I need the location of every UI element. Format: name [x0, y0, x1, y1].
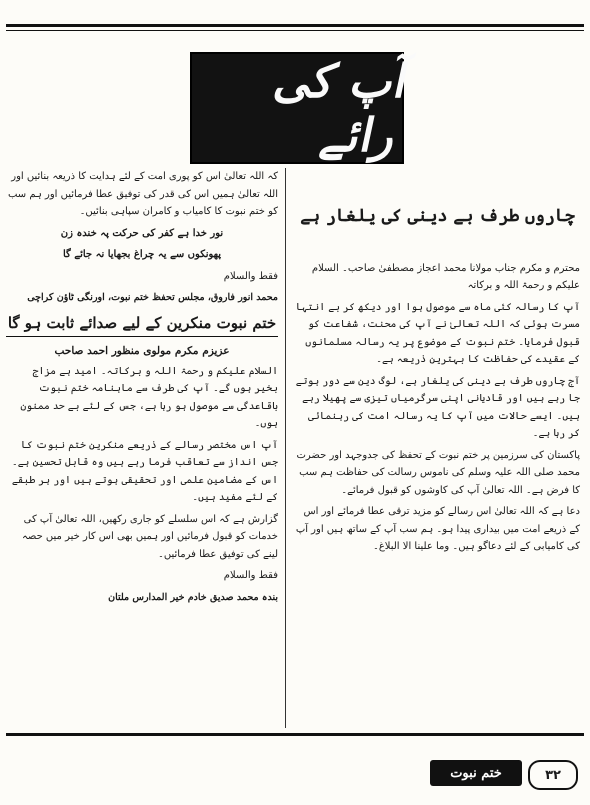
verse-line-2: پھونکوں سے یہ چراغ بجھایا نہ جائے گا — [62, 249, 222, 260]
letter-paragraph: السلام علیکم و رحمۃ اللہ و برکاتہ۔ امید ہے مزاج بخیر ہوں گے۔ آپ کی طرف سے ماہنامہ ختم نبوت باقاعدگی سے موصول ہو رہا ہے، جس کے لئے بے حد ممنون ہوں۔ — [20, 365, 278, 429]
signature-1: محمد انور فاروق، مجلس تحفظ ختم نبوت، اورنگی ٹاؤن کراچی — [27, 292, 278, 303]
letter-intro: کہ اللہ تعالیٰ اس کو پوری امت کے لئے ہدایت کا ذریعہ بنائیں اور اللہ تعالیٰ ہمیں اس کی قدر کی توفیق عطا فرمائیں اور ہم سب کو ختم نبوت کا کامیاب و کامران سپاہی بنائیں۔ — [7, 171, 278, 217]
masthead-title-box — [190, 52, 414, 164]
right-column-heading: چاروں طرف بے دینی کی یلغار ہے — [300, 206, 575, 226]
letter-paragraph: آج چاروں طرف بے دینی کی یلغار ہے، لوگ دین سے دور ہوتے جا رہے ہیں اور قادیانی اپنی سرگرمیاں تیزی سے پھیلا رہے ہیں۔ ایسے حالات میں آپ کا یہ رسالہ امت کی رہنمائی کر رہا ہے۔ — [295, 375, 580, 439]
masthead-title: آپ کی رائے — [269, 54, 414, 162]
letter-salutation: محترم و مکرم جناب مولانا محمد اعجاز مصطفیٰ صاحب۔ السلام علیکم و رحمۃ اللہ و برکاتہ — [311, 262, 580, 291]
top-rule — [6, 24, 584, 27]
column-divider — [285, 168, 286, 728]
top-rule-thin — [6, 30, 584, 31]
verse-line-1: نور خدا ہے کفر کی حرکت پہ خندہ زن — [60, 227, 224, 239]
letter-paragraph: آپ کا رسالہ کئی ماہ سے موصول ہوا اور دیکھ کر بے انتہا مسرت ہوئی کہ اللہ تعالیٰ نے آپ کی محنت، شفاعت کو قبول فرمایا۔ ختم نبوت کے موضوع پر یہ رسالہ مسلمانوں کے عقیدے کی حفاظت کا بہترین ذریعہ ہے۔ — [295, 301, 580, 365]
page-number: ۳۲ — [528, 760, 578, 790]
letter-addressee: عزیزم مکرم مولوی منظور احمد صاحب — [54, 345, 230, 357]
signature-2: بندہ محمد صدیق خادم خیر المدارس ملتان — [108, 591, 278, 603]
letter-paragraph: پاکستان کی سرزمین پر ختم نبوت کے تحفظ کی جدوجہد اور حضرت محمد صلی اللہ علیہ وسلم کی ناموس رسالت کی حفاظت ہم سب کا فرض ہے۔ اللہ تعالیٰ آپ کی کاوشوں کو قبول فرمائے۔ — [296, 449, 580, 496]
letter-paragraph: گزارش ہے کہ اس سلسلے کو جاری رکھیں، اللہ تعالیٰ آپ کی خدمات کو قبول فرمائیں اور ہمیں بھی اس کار خیر میں حصہ لینے کی توفیق عطا فرمائیں۔ — [22, 513, 278, 560]
right-column — [295, 178, 580, 560]
letter-paragraph: آپ اس مختصر رسالے کے ذریعے منکرین ختم نبوت کا جس انداز سے تعاقب فرما رہے ہیں وہ قابل تحسین ہے۔ اس کے مضامین علمی اور تحقیقی ہوتے ہیں اور ہر طبقے کے لئے مفید ہیں۔ — [11, 439, 278, 503]
bottom-rule — [6, 733, 584, 736]
letter-paragraph: دعا ہے کہ اللہ تعالیٰ اس رسالے کو مزید ترقی عطا فرمائے اور اس کے ذریعے امت میں بیداری پیدا ہو۔ ہم سب آپ کے ساتھ ہیں اور آپ کی کامیابی کے لئے دعاگو ہیں۔ وما علینا الا البلاغ۔ — [295, 506, 580, 552]
closing-1: فقط والسلام — [223, 270, 278, 282]
footer-logo: ختم نبوت — [430, 760, 522, 786]
left-column — [6, 168, 278, 610]
left-column-heading: ختم نبوت منکرین کے لیے صدائے ثابت ہو گا — [6, 315, 278, 338]
closing-2: فقط والسلام — [223, 570, 278, 581]
